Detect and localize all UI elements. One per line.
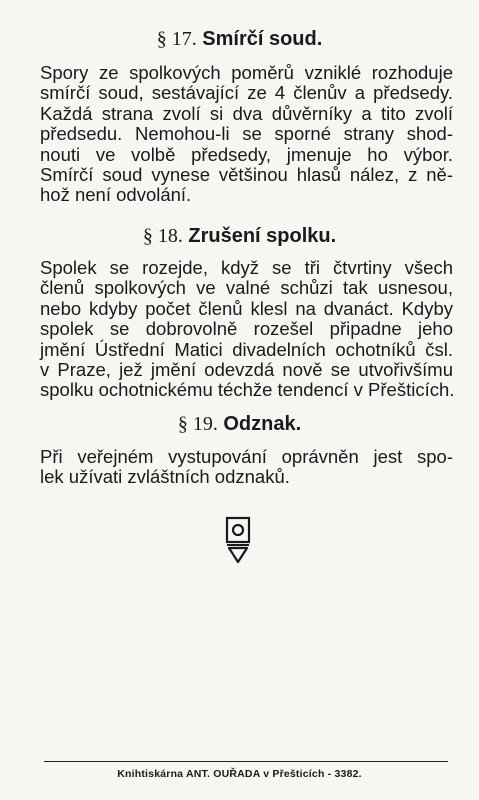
- shield-badge-icon: [224, 516, 252, 564]
- text-line: členů spolkových ve valné schůzi tak usnesou,: [40, 277, 453, 299]
- section-19-title: Odznak.: [223, 413, 302, 435]
- text-line: předsedu. Nemohou-li se sporné strany shod-: [40, 123, 453, 145]
- section-18-heading: [0, 225, 479, 248]
- section-17-title: Smírčí soud.: [202, 28, 323, 50]
- section-19-number: § 19.: [177, 413, 218, 435]
- section-19-heading: [0, 413, 479, 436]
- text-line: jmění Ústřední Matici divadelních ochotníků čsl.: [40, 338, 453, 360]
- text-line: nebo kdyby počet členů klesl na dvanáct. Kdyby: [40, 297, 453, 319]
- section-19-paragraph: [40, 447, 453, 488]
- section-18-title: Zrušení spolku.: [188, 225, 337, 247]
- text-line: Spolek se rozejde, když se tři čtvrtiny všech: [40, 257, 453, 278]
- section-17-number: § 17.: [156, 28, 197, 50]
- section-18-paragraph: [40, 258, 453, 401]
- text-line: smírčí soud, sestávající ze 4 členův a předsedy.: [40, 82, 453, 104]
- section-17-heading: [0, 28, 479, 51]
- text-line: Spory ze spolkových poměrů vzniklé rozhoduje: [40, 62, 453, 83]
- text-line: nouti ve volbě předsedy, jmenuje ho výbor.: [40, 143, 453, 165]
- section-17-paragraph: [40, 63, 453, 206]
- text-line: Při veřejném vystupování oprávněn jest spo-: [40, 446, 453, 467]
- text-line: lek užívati zvláštních odznaků.: [40, 466, 290, 488]
- text-line: hož není odvolání.: [40, 184, 192, 206]
- text-line: spolek se dobrovolně rozešel připadne jeho: [40, 318, 453, 340]
- printer-imprint: Knihtiskárna ANT. OUŘADA v Přešticích - 3382.: [117, 768, 362, 780]
- section-18-number: § 18.: [142, 225, 183, 247]
- text-line: Každá strana zvolí si dva důvěrníky a tito zvolí: [40, 102, 453, 124]
- text-line: v Praze, jež jmění odevzdá nově se utvořivšímu: [40, 359, 453, 381]
- text-line: spolku ochotnickému téchže tendencí v Přešticích.: [40, 379, 455, 401]
- text-line: Smírčí soud vynese většinou hlasů nález, z ně-: [40, 164, 453, 186]
- footer-divider: [44, 761, 448, 762]
